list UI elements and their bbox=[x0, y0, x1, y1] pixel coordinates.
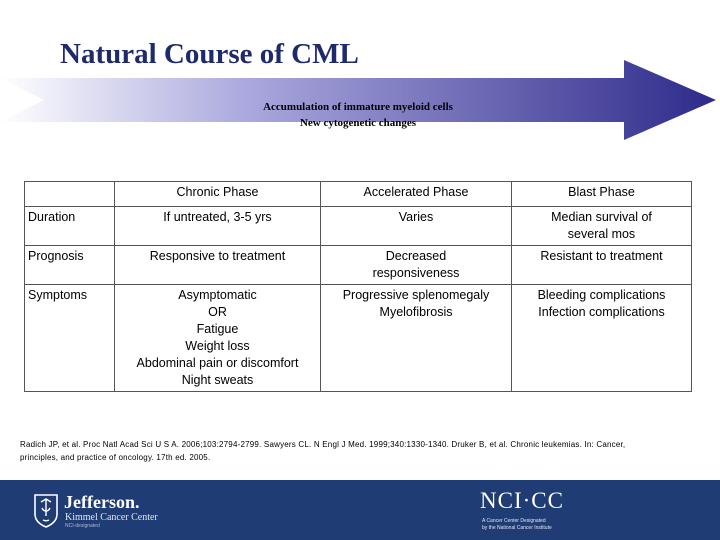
row-label-prognosis: Prognosis bbox=[25, 246, 115, 285]
cell-duration-accelerated bbox=[321, 207, 512, 246]
table-row-prognosis bbox=[25, 246, 692, 285]
cell-text: Weight loss bbox=[185, 339, 250, 353]
cell-text: Asymptomatic bbox=[178, 288, 257, 302]
cell-text: Varies bbox=[398, 210, 434, 224]
cell-text: responsiveness bbox=[372, 266, 460, 280]
cell-duration-blast bbox=[512, 207, 692, 246]
cell-prognosis-chronic bbox=[115, 246, 321, 285]
cell-text: Night sweats bbox=[181, 373, 254, 387]
cell-text: Myelofibrosis bbox=[379, 305, 453, 319]
row-label-symptoms: Symptoms bbox=[25, 285, 115, 392]
cell-text: Decreased bbox=[385, 249, 447, 263]
progression-arrow bbox=[0, 60, 720, 140]
cell-prognosis-blast bbox=[512, 246, 692, 285]
arrow-label-accumulation: Accumulation of immature myeloid cells bbox=[263, 101, 453, 113]
nci-cc-tagline-line-1: A Cancer Center Designated bbox=[482, 518, 546, 524]
cml-phase-table bbox=[24, 181, 692, 392]
nci-cc-mark: NCI·CC bbox=[480, 488, 564, 513]
references bbox=[20, 438, 700, 464]
cell-text: Responsive to treatment bbox=[149, 249, 286, 263]
cell-duration-chronic bbox=[115, 207, 321, 246]
cell-text: Progressive splenomegaly bbox=[342, 288, 490, 302]
table-header-row bbox=[25, 182, 692, 207]
jefferson-name: Jefferson. bbox=[64, 492, 140, 512]
cell-text: Abdominal pain or discomfort bbox=[136, 356, 299, 370]
cell-text: Bleeding complications bbox=[537, 288, 666, 302]
cell-text: several mos bbox=[567, 227, 636, 241]
reference-line-1: Radich JP, et al. Proc Natl Acad Sci U S A. 2006;103:2794-2799. Sawyers CL. N Engl J Med. 1999;340:1330-1340. Druker B, et al. Chronic leukemias. In: Cancer, bbox=[20, 440, 626, 449]
nci-cancer-center-logo bbox=[478, 488, 578, 534]
shield-icon bbox=[34, 494, 58, 528]
cell-text: OR bbox=[208, 305, 227, 319]
cell-text: Resistant to treatment bbox=[540, 249, 663, 263]
header-chronic-phase: Chronic Phase bbox=[115, 182, 321, 207]
table-corner-cell bbox=[25, 182, 115, 207]
row-label-duration: Duration bbox=[25, 207, 115, 246]
nci-designated-label: NCI-designated bbox=[65, 523, 100, 529]
arrow-label-cytogenetic: New cytogenetic changes bbox=[299, 117, 417, 129]
kimmel-center-name: Kimmel Cancer Center bbox=[65, 512, 158, 523]
reference-line-2: principles, and practice of oncology. 17th ed. 2005. bbox=[20, 453, 211, 462]
header-accelerated-phase: Accelerated Phase bbox=[321, 182, 512, 207]
header-blast-phase: Blast Phase bbox=[512, 182, 692, 207]
table-row-duration bbox=[25, 207, 692, 246]
slide-title: Natural Course of CML bbox=[60, 38, 359, 70]
nci-cc-tagline bbox=[482, 518, 578, 532]
table-row-symptoms bbox=[25, 285, 692, 392]
cell-prognosis-accelerated bbox=[321, 246, 512, 285]
cell-symptoms-accelerated bbox=[321, 285, 512, 392]
cell-symptoms-blast bbox=[512, 285, 692, 392]
cell-text: Median survival of bbox=[551, 210, 652, 224]
cell-text: Infection complications bbox=[538, 305, 665, 319]
cell-symptoms-chronic bbox=[115, 285, 321, 392]
nci-cc-tagline-line-2: by the National Cancer Institute bbox=[482, 525, 552, 531]
cell-text: Fatigue bbox=[196, 322, 239, 336]
jefferson-logo bbox=[34, 492, 174, 532]
cell-text: If untreated, 3-5 yrs bbox=[163, 210, 272, 224]
